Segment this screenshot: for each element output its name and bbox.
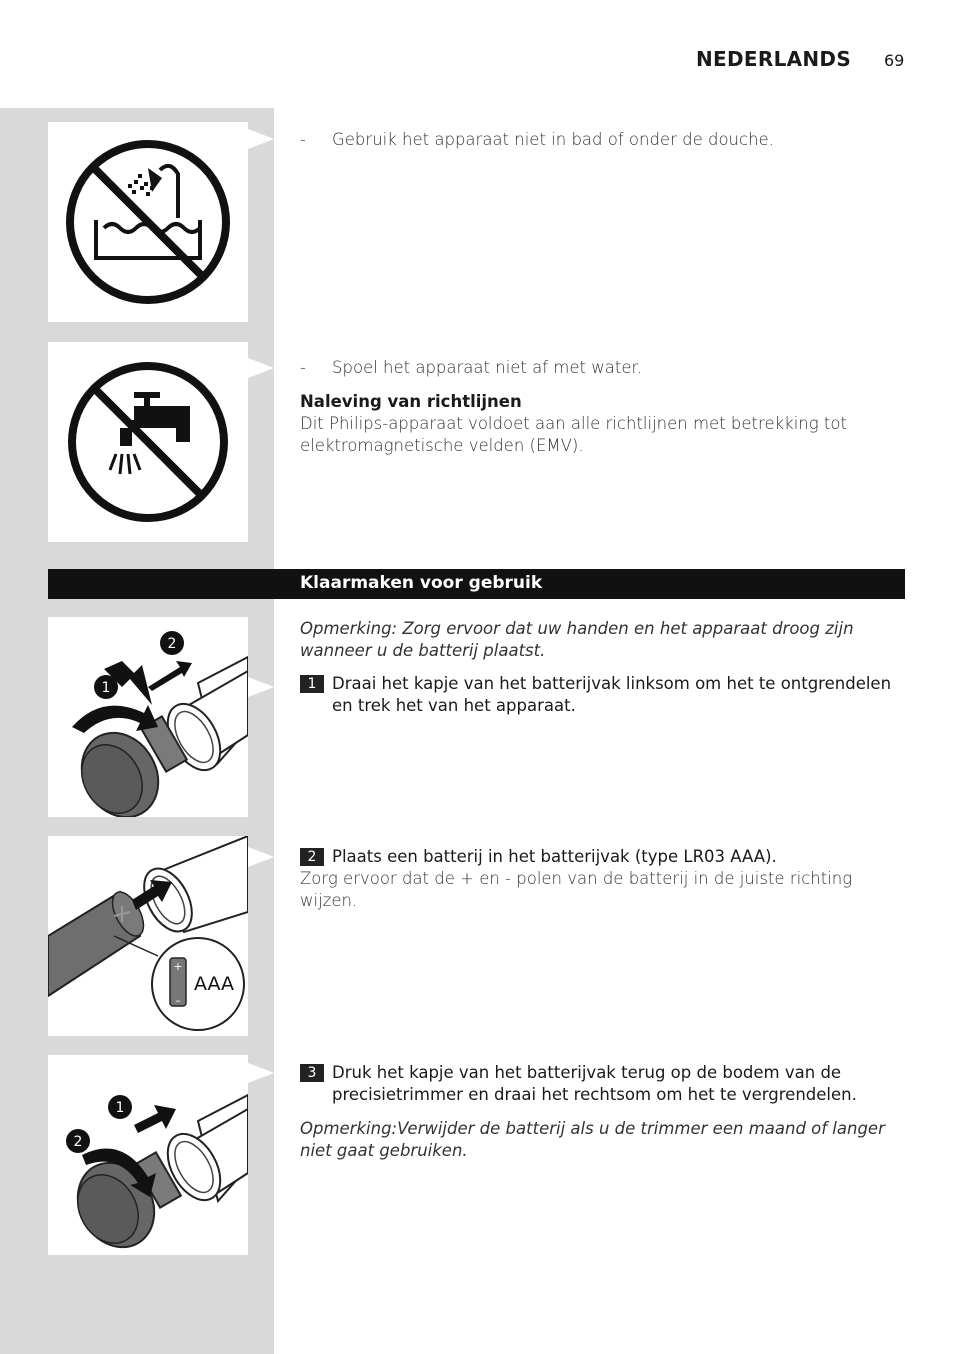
compliance-body: Dit Philips-apparaat voldoet aan alle richtlijnen met betrekking tot elektromagnetische velden (EMV).	[300, 414, 847, 455]
figure-label-2: 2	[73, 1134, 83, 1150]
note-remove-battery: Opmerking:Verwijder de batterij als u de trimmer een maand of langer niet gaat gebruiken.	[300, 1119, 885, 1160]
page-number: 69	[884, 51, 905, 70]
step-3	[300, 1062, 906, 1106]
prepare-content	[300, 618, 906, 717]
battery-type-label: AAA	[193, 973, 235, 995]
section-title: Klaarmaken voor gebruik	[300, 573, 543, 593]
figure-insert-battery	[48, 836, 248, 1036]
step-number: 2	[300, 848, 324, 866]
bullet-dash: -	[300, 358, 306, 377]
bullet-dash: -	[300, 130, 306, 149]
compliance-section	[300, 391, 906, 457]
note-dry-hands: Opmerking: Zorg ervoor dat uw handen en het apparaat droog zijn wanneer u de batterij plaatst.	[300, 619, 854, 660]
no-water-tap-icon	[48, 342, 248, 542]
language-title: NEDERLANDS	[696, 47, 852, 71]
figure-label-1: 1	[101, 680, 111, 696]
step-3-text: Druk het kapje van het batterijvak terug op de bodem van de precisietrimmer en draai het rechtsom om het te vergrendelen.	[332, 1063, 857, 1104]
pointer-triangle	[248, 358, 274, 378]
figure-no-water	[48, 342, 248, 542]
step-2-text: Plaats een batterij in het batterijvak (type LR03 AAA).	[332, 847, 777, 866]
pointer-triangle	[248, 129, 274, 149]
no-bath-shower-icon	[48, 122, 248, 322]
warning-water-text: Spoel het apparaat niet af met water.	[332, 358, 642, 377]
warning-water	[300, 357, 906, 379]
battery-plus-symbol: +	[173, 960, 183, 973]
pointer-triangle	[248, 677, 274, 697]
insert-battery-icon	[48, 836, 248, 1036]
pointer-triangle	[248, 847, 274, 867]
figure-label-1: 1	[115, 1100, 125, 1116]
warning-bath	[300, 129, 906, 151]
compliance-heading: Naleving van richtlijnen	[300, 392, 522, 411]
figure-remove-cap	[48, 617, 248, 817]
step-number: 3	[300, 1064, 324, 1082]
figure-label-2: 2	[167, 636, 177, 652]
step-3-block	[300, 1062, 906, 1162]
step-2	[300, 846, 906, 868]
remove-cap-icon	[48, 617, 248, 817]
warning-bath-text: Gebruik het apparaat niet in bad of onder de douche.	[332, 130, 774, 149]
step-2-polarity-note: Zorg ervoor dat de + en - polen van de batterij in de juiste richting wijzen.	[300, 869, 853, 910]
battery-minus-symbol: –	[175, 994, 181, 1007]
step-number: 1	[300, 675, 324, 693]
figure-replace-cap	[48, 1055, 248, 1255]
step-1-text: Draai het kapje van het batterijvak linksom om het te ontgrendelen en trek het van het apparaat.	[332, 674, 892, 715]
replace-cap-icon	[48, 1055, 248, 1255]
step-2-block	[300, 846, 906, 912]
step-1	[300, 673, 906, 717]
pointer-triangle	[248, 1063, 274, 1083]
figure-no-bath	[48, 122, 248, 322]
